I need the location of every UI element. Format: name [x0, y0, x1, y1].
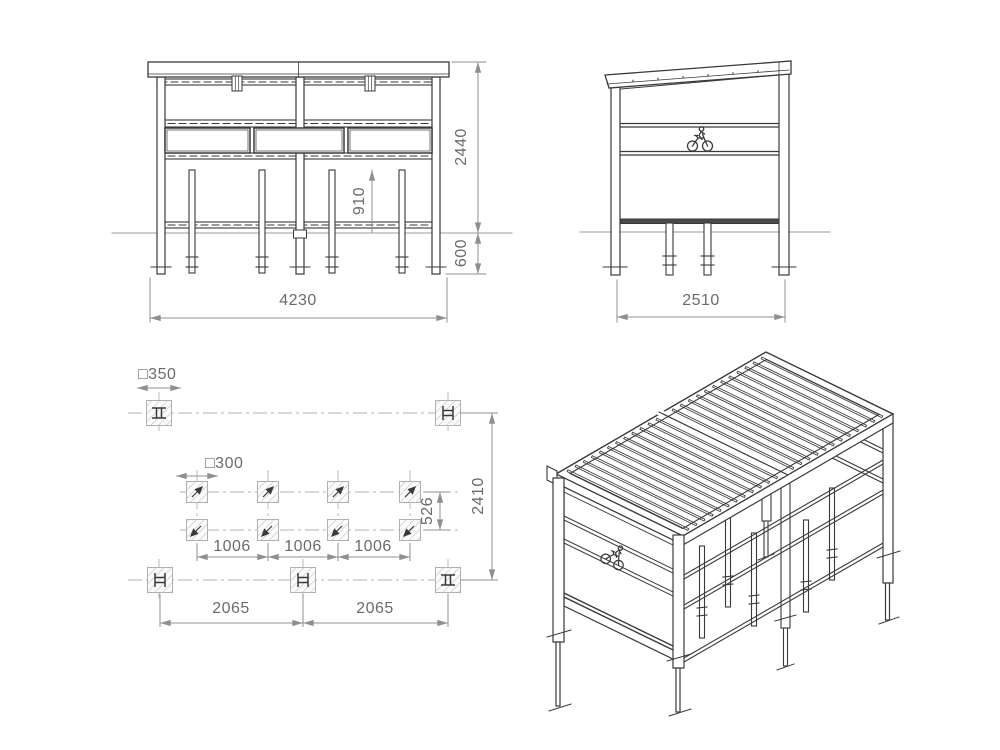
- dim-plan-stand-footing-size: □300: [205, 455, 244, 472]
- side-elevation-view: [580, 61, 830, 322]
- dim-plan-depth: 2410: [470, 477, 487, 515]
- dim-plan-stand-spacing-1: 1006: [213, 538, 251, 555]
- roof-band: [605, 61, 791, 88]
- dim-front-foundation-depth: 600: [453, 238, 470, 268]
- end-wall: [621, 75, 779, 224]
- bicycle-icon: [688, 127, 713, 151]
- dim-front-height: 2440: [453, 128, 470, 166]
- dim-front-width: 4230: [279, 292, 317, 309]
- wall-panels: [165, 128, 432, 153]
- stand-footings: [187, 482, 421, 541]
- dim-plan-post-footing-size: □350: [138, 366, 177, 383]
- middle-front-post: [775, 470, 796, 670]
- dim-plan-stand-spacing-2: 1006: [284, 538, 322, 555]
- dim-side-width: 2510: [682, 292, 720, 309]
- posts: [603, 65, 796, 275]
- stand-section-symbols: [191, 487, 415, 536]
- plan-view: [128, 388, 498, 627]
- front-elevation-view: [112, 62, 512, 322]
- dim-plan-bay-width-2: 2065: [356, 600, 394, 617]
- dim-plan-bay-width-1: 2065: [212, 600, 250, 617]
- bike-stand-legs: [663, 223, 714, 275]
- dim-plan-stand-spacing-3: 1006: [354, 538, 392, 555]
- dim-front-stand-height: 910: [351, 186, 368, 216]
- dim-plan-row-offset: 526: [419, 496, 436, 526]
- isometric-view: [547, 352, 900, 716]
- right-corner-post: [877, 418, 900, 624]
